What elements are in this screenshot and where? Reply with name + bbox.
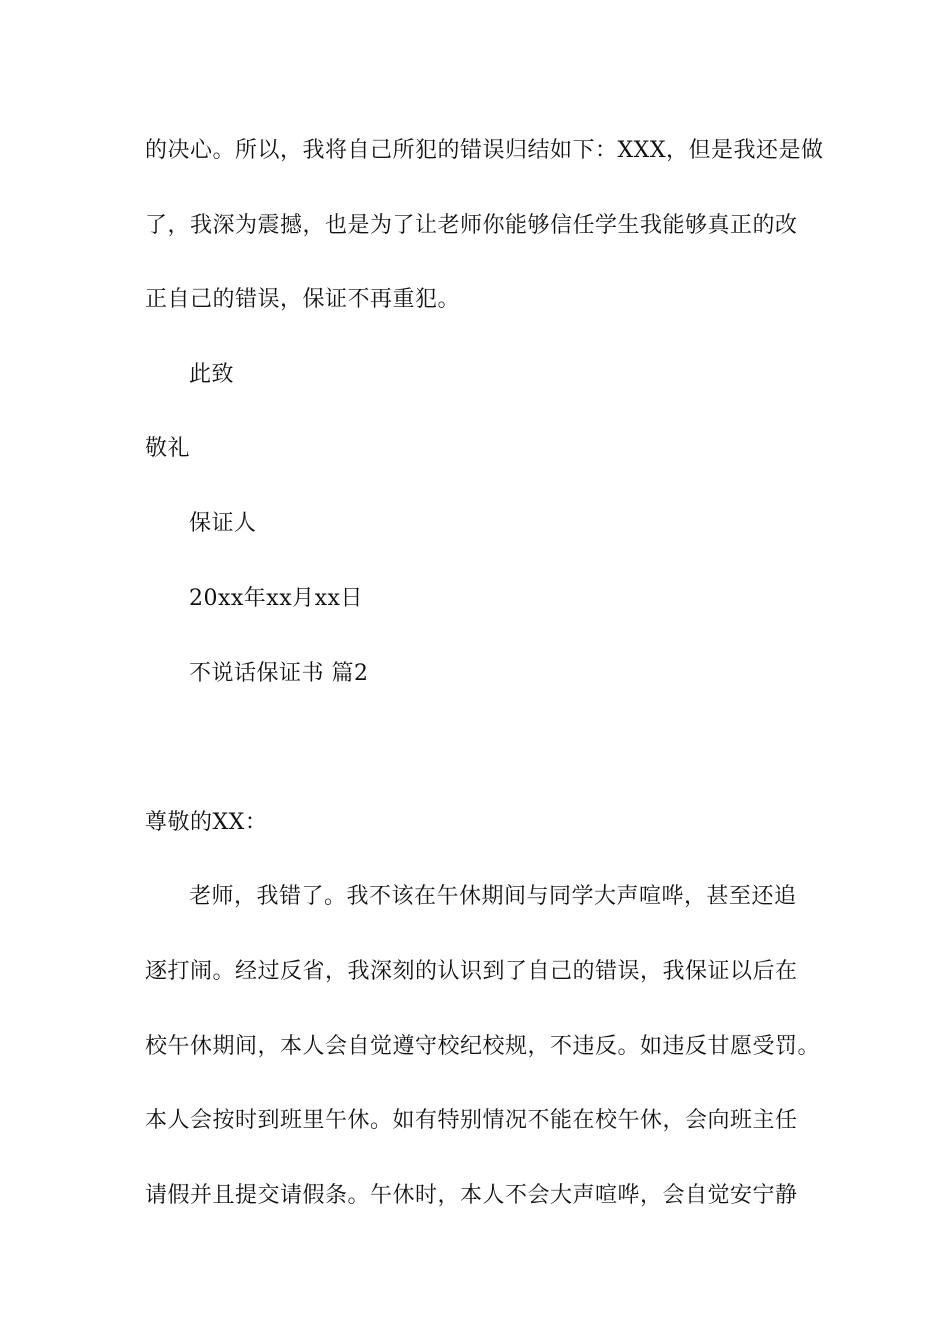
date-line: 20xx年xx月xx日: [189, 586, 363, 611]
greeting: 尊敬的XX：: [145, 810, 268, 835]
signatory-label: 保证人: [189, 511, 257, 536]
closing-salutation: 此致: [189, 362, 235, 387]
paragraph-line: 逐打闹。经过反省，我深刻的认识到了自己的错误，我保证以后在: [145, 959, 798, 984]
paragraph-line: 正自己的错误，保证不再重犯。: [145, 287, 461, 312]
section-heading: 不说话保证书 篇2: [189, 661, 369, 686]
paragraph-line: 本人会按时到班里午休。如有特别情况不能在校午休，会向班主任: [145, 1108, 798, 1133]
paragraph-line: 校午休期间，本人会自觉遵守校纪校规，不违反。如违反甘愿受罚。: [145, 1034, 821, 1059]
paragraph-line: 的决心。所以，我将自己所犯的错误归结如下：XXX，但是我还是做: [145, 138, 824, 163]
paragraph-line: 老师，我错了。我不该在午休期间与同学大声喧哗，甚至还追: [189, 884, 797, 909]
paragraph-line: 了，我深为震撼，也是为了让老师你能够信任学生我能够真正的改: [145, 213, 798, 238]
paragraph-line: 请假并且提交请假条。午休时，本人不会大声喧哗，会自觉安宁静: [145, 1183, 798, 1208]
closing-regards: 敬礼: [145, 436, 191, 461]
